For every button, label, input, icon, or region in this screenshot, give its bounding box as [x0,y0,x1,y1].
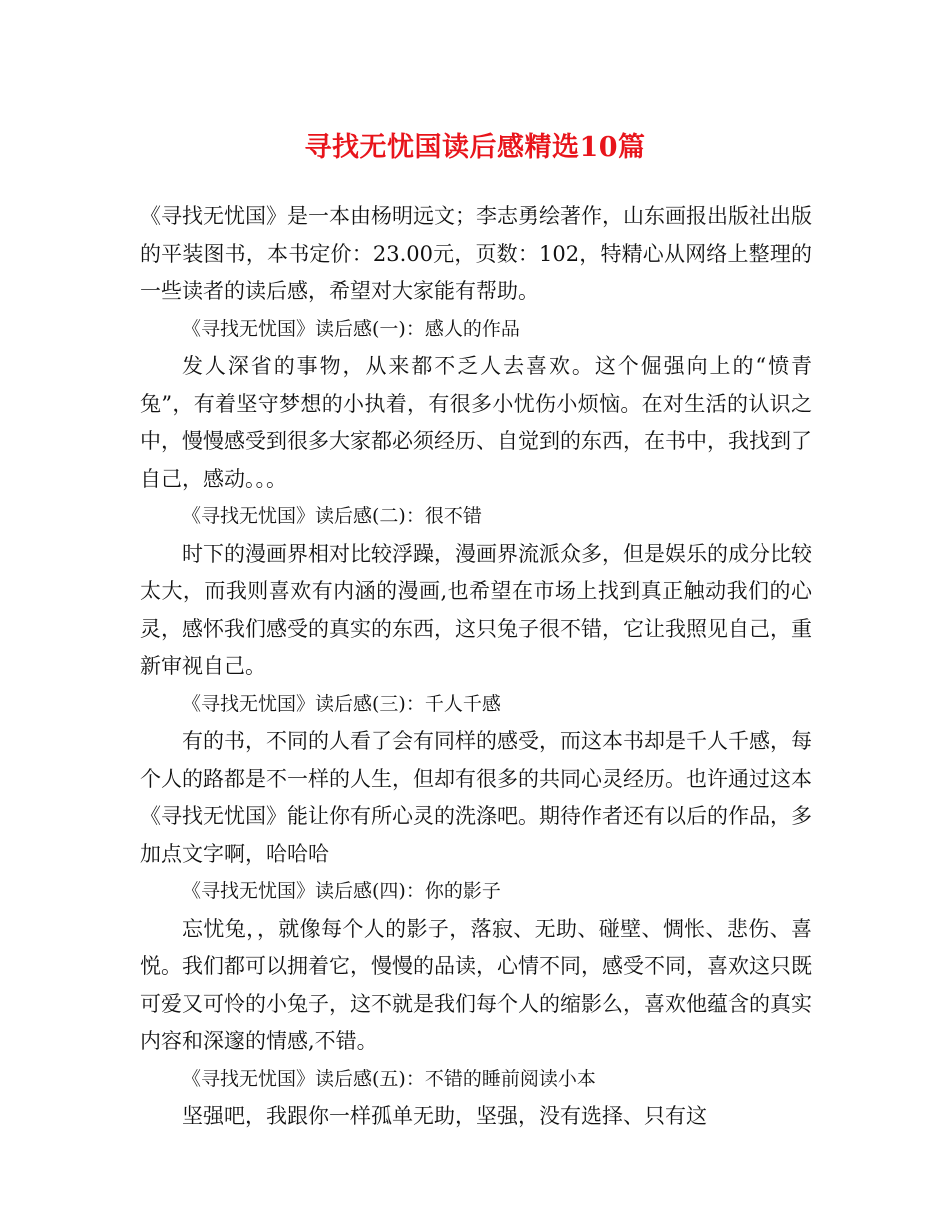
section-paragraph-4: 忘忧兔，，就像每个人的影子，落寂、无助、碰壁、惆怅、悲伤、喜悦。我们都可以拥着它，慢慢的品读，心情不同，感受不同，喜欢这只既可爱又可怜的小兔子，这不就是我们每个人的缩影么，喜欢他蕴含的真实内容和深邃的情感,不错。 [140,916,812,1053]
section-heading-4: 《寻找无忧国》读后感(四)：你的影子 [182,880,501,902]
section-heading-2: 《寻找无忧国》读后感(二)：很不错 [182,505,482,527]
document-body [140,198,812,1136]
section-heading-1: 《寻找无忧国》读后感(一)：感人的作品 [182,317,520,340]
section-paragraph-5: 坚强吧，我跟你一样孤单无助，坚强，没有选择、只有这 [182,1104,707,1128]
section-heading-5: 《寻找无忧国》读后感(五)：不错的睡前阅读小本 [182,1067,596,1090]
section-heading-3: 《寻找无忧国》读后感(三)：千人千感 [182,692,501,715]
document-title: 寻找无忧国读后感精选10篇 [304,132,646,163]
section-paragraph-2: 时下的漫画界相对比较浮躁，漫画界流派众多，但是娱乐的成分比较太大，而我则喜欢有内涵的漫画,也希望在市场上找到真正触动我们的心灵，感怀我们感受的真实的东西，这只兔子很不错，它让我照见自己，重新审视自己。 [140,541,812,678]
section-paragraph-3: 有的书，不同的人看了会有同样的感受，而这本书却是千人千感，每个人的路都是不一样的人生，但却有很多的共同心灵经历。也许通过这本《寻找无忧国》能让你有所心灵的洗涤吧。期待作者还有以后的作品，多加点文字啊，哈哈哈 [140,729,812,866]
intro-paragraph: 《寻找无忧国》是一本由杨明远文；李志勇绘著作，山东画报出版社出版的平装图书，本书定价：23.00元，页数：102，特精心从网络上整理的一些读者的读后感，希望对大家能有帮助。 [140,204,812,303]
section-paragraph-1: 发人深省的事物，从来都不乏人去喜欢。这个倔强向上的“愤青兔”，有着坚守梦想的小执着，有很多小忧伤小烦恼。在对生活的认识之中，慢慢感受到很多大家都必须经历、自觉到的东西，在书中，我找到了自己，感动。。。 [140,354,812,491]
